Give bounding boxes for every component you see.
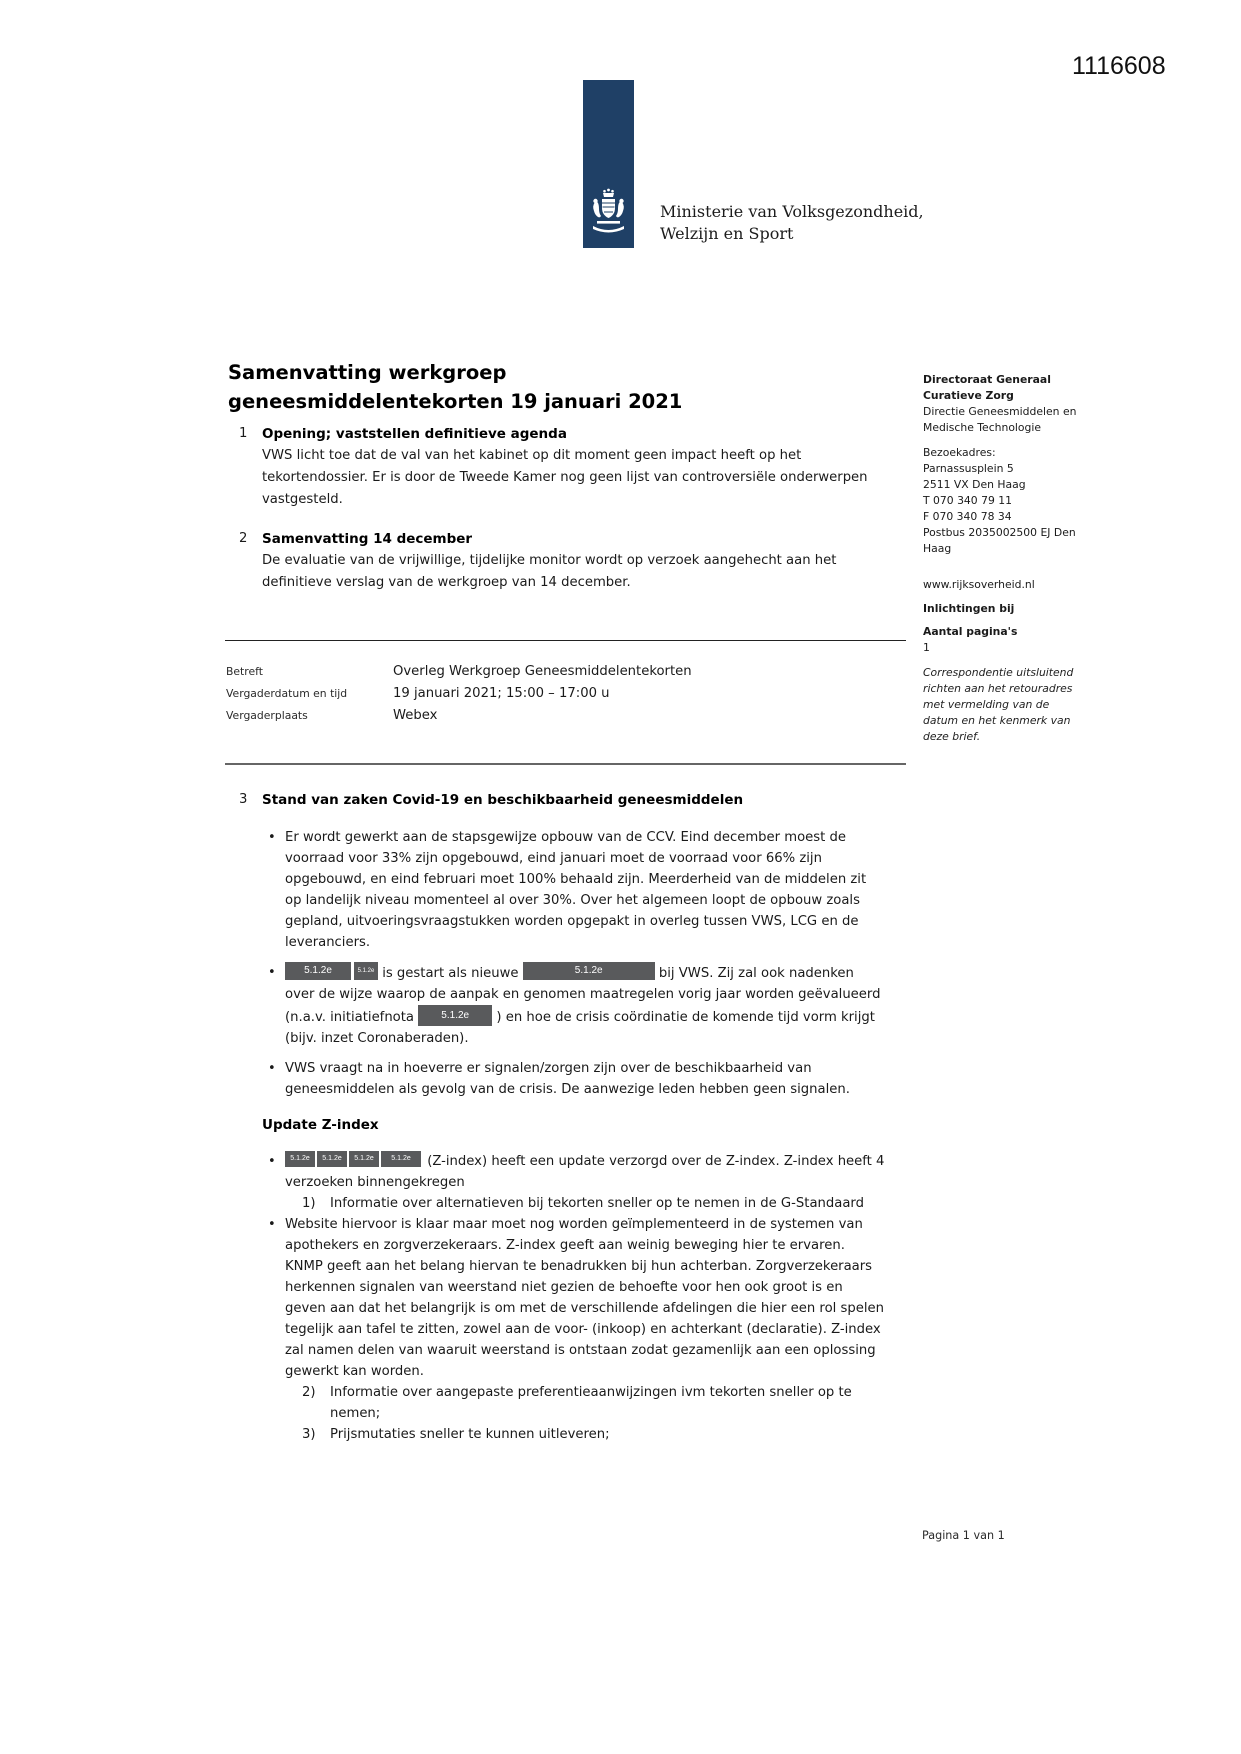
meta-row-datum [226,683,928,705]
agenda-item-3-heading: Stand van zaken Covid-19 en beschikbaarheid geneesmiddelen [262,791,744,808]
visit-address-label: Bezoekadres: [923,446,996,459]
directorate-line2: Curatieve Zorg [923,389,1014,402]
zindex-request-1-number: 1) [302,1195,316,1211]
page-title-line2: geneesmiddelentekorten 19 januari 2021 [228,390,683,413]
agenda-item-1-number: 1 [239,426,248,441]
meta-row-plaats [226,705,928,727]
inquiries-label: Inlichtingen bij [923,602,1015,615]
bullet-nieuwe-medewerker-text [285,962,885,1049]
letterhead-sidebar [923,372,1086,745]
divider-top [225,640,906,641]
bullet2-text-segment-1: is gestart als nieuwe [378,965,523,981]
zindex-request-2-number: 2) [302,1384,316,1400]
ministry-logo [583,80,924,248]
document-number: 1116608 [1072,52,1166,80]
zindex-request-2 [285,1382,885,1424]
redaction-box: 5.1.2e [418,1005,492,1026]
visit-address-street: Parnassusplein 5 [923,462,1014,475]
bullet2-text-segment-2: bij VWS. Zij zal ook nadenken over de wijze waarop de aanpak en genomen maatregelen vorig jaar worden geëvalueerd (n.a.v. initiatiefnota [285,965,881,1025]
meta-value-betreft: Overleg Werkgroep Geneesmiddelentekorten [393,663,692,679]
meta-row-betreft [226,661,928,683]
meta-label-datum: Vergaderdatum en tijd [226,686,348,700]
logo-bar [583,80,634,248]
bullet-marker: • [268,1153,276,1169]
bullet-zindex-update-text [285,1151,885,1214]
bullet-zindex-update [262,1151,907,1214]
zindex-request-1 [285,1193,885,1214]
coat-of-arms-icon [590,188,627,244]
redaction-box: 5.1.2e [349,1151,379,1167]
website-url: www.rijksoverheid.nl [923,578,1035,591]
redaction-box: 5.1.2e [354,962,378,980]
bullet-nieuwe-medewerker [262,962,907,1049]
bullet-ccv-opbouw [262,827,907,953]
page-title-line1: Samenvatting werkgroep [228,361,507,384]
correspondence-note: Correspondentie uitsluitend richten aan het retouradres met vermelding van de datum en het kenmerk van deze brief. [923,666,1074,743]
directie-name: Directie Geneesmiddelen en Medische Technologie [923,405,1077,434]
website-paragraph: Website hiervoor is klaar maar moet nog worden geïmplementeerd in de systemen van apothekers en zorgverzekeraars. Z-index geeft aan weinig beweging hier te ervaren. KNMP geeft aan het belang hiervan te benadrukken bij hun achterban. Zorgverzekeraars herkennen signalen van weerstand niet gezien de behoefte voor hen ook groot is en geven aan dat het belangrijk is om met de verschillende afdelingen die hier een rol spelen tegelijk aan tafel te zitten, zowel aan de voor- (inkoop) en achterkant (declaratie). Z-index zal namen delen van waaruit weerstand is ontstaan zodat gezamenlijk aan een oplossing gewerkt kan worden. [285,1216,884,1379]
directorate-line1: Directoraat Generaal [923,373,1051,386]
postbus-address: Postbus 2035002500 EJ Den Haag [923,526,1076,555]
ministry-name-line2: Welzijn en Sport [660,224,794,243]
divider-bottom [225,763,906,765]
redaction-box: 5.1.2e [285,962,351,980]
bullet-marker: • [268,964,276,980]
bullet-ccv-opbouw-text: Er wordt gewerkt aan de stapsgewijze opbouw van de CCV. Eind december moest de voorraad voor 33% zijn opgebouwd, eind januari moet de voorraad voor 66% zijn opgebouwd, en eind februari moet 100% behaald zijn. Meerderheid van de middelen zit op landelijk niveau momenteel al over 30%. Over het algemeen loopt de opbouw zoals gepland, uitvoeringsvraagstukken worden opgepakt in overleg tussen VWS, LCG en de leveranciers. [285,829,867,950]
agenda-item-1-heading: Opening; vaststellen definitieve agenda [262,426,567,442]
phone-number: T 070 340 79 11 [923,494,1013,507]
agenda-item-2-body: De evaluatie van de vrijwillige, tijdelijke monitor wordt op verzoek aangehecht aan het definitieve verslag van de werkgroep van 14 december. [262,553,837,591]
page-count-label: Aantal pagina's [923,625,1018,638]
fax-number: F 070 340 78 34 [923,510,1012,523]
zindex-request-3-text: Prijsmutaties sneller te kunnen uitleveren; [330,1426,610,1442]
bullet2-text-segment-3: ) en hoe de crisis coördinatie de komende tijd vorm krijgt (bijv. inzet Coronaberaden). [285,1009,875,1046]
meta-value-datum: 19 januari 2021; 15:00 – 17:00 u [393,685,610,701]
redaction-box: 5.1.2e [523,962,655,980]
meta-label-betreft: Betreft [226,664,263,678]
page-footer: Pagina 1 van 1 [922,1529,1005,1542]
meta-value-plaats: Webex [393,707,438,723]
meta-label-plaats: Vergaderplaats [226,708,308,722]
visit-address-city: 2511 VX Den Haag [923,478,1026,491]
bullet-marker: • [268,1216,276,1232]
bullet-marker: • [268,1060,276,1076]
zindex-request-1-text: Informatie over alternatieven bij tekorten sneller op te nemen in de G-Standaard [330,1195,864,1211]
section3-bullets [262,827,907,1100]
agenda-item-2-heading: Samenvatting 14 december [262,531,473,548]
bullet-signalen [262,1058,907,1100]
ministry-name-line1: Ministerie van Volksgezondheid, [660,202,924,221]
page-count-value: 1 [923,641,930,654]
agenda-item-1 [228,423,928,510]
meeting-meta [226,661,928,727]
agenda-item-2 [228,528,928,594]
bullet-website [262,1214,907,1445]
main-content [228,358,928,1454]
zindex-request-3-number: 3) [302,1426,316,1442]
redaction-box: 5.1.2e [317,1151,347,1167]
agenda-item-3-number: 3 [239,791,248,807]
bullet-signalen-text: VWS vraagt na in hoeverre er signalen/zorgen zijn over de beschikbaarheid van geneesmiddelen als gevolg van de crisis. De aanwezige leden hebben geen signalen. [285,1060,850,1097]
page-title [228,358,928,416]
zindex-request-3 [285,1424,885,1445]
redaction-box: 5.1.2e [285,1151,315,1167]
agenda-item-3 [228,789,928,1454]
directorate-name [923,372,1086,404]
bullet-website-text [285,1214,885,1445]
bullet-marker: • [268,829,276,845]
zindex-bullet-text: (Z-index) heeft een update verzorgd over de Z-index. Z-index heeft 4 verzoeken binnengekregen [285,1153,885,1190]
update-z-index-heading: Update Z-index [262,1116,379,1133]
redaction-box: 5.1.2e [381,1151,421,1167]
zindex-request-2-text: Informatie over aangepaste preferentieaanwijzingen ivm tekorten sneller op te nemen; [330,1384,852,1421]
agenda-item-1-body: VWS licht toe dat de val van het kabinet op dit moment geen impact heeft op het tekortendossier. Er is door de Tweede Kamer nog geen lijst van controversiële onderwerpen vastgesteld. [262,448,868,507]
agenda-item-2-number: 2 [239,531,248,547]
ministry-name [660,201,924,245]
